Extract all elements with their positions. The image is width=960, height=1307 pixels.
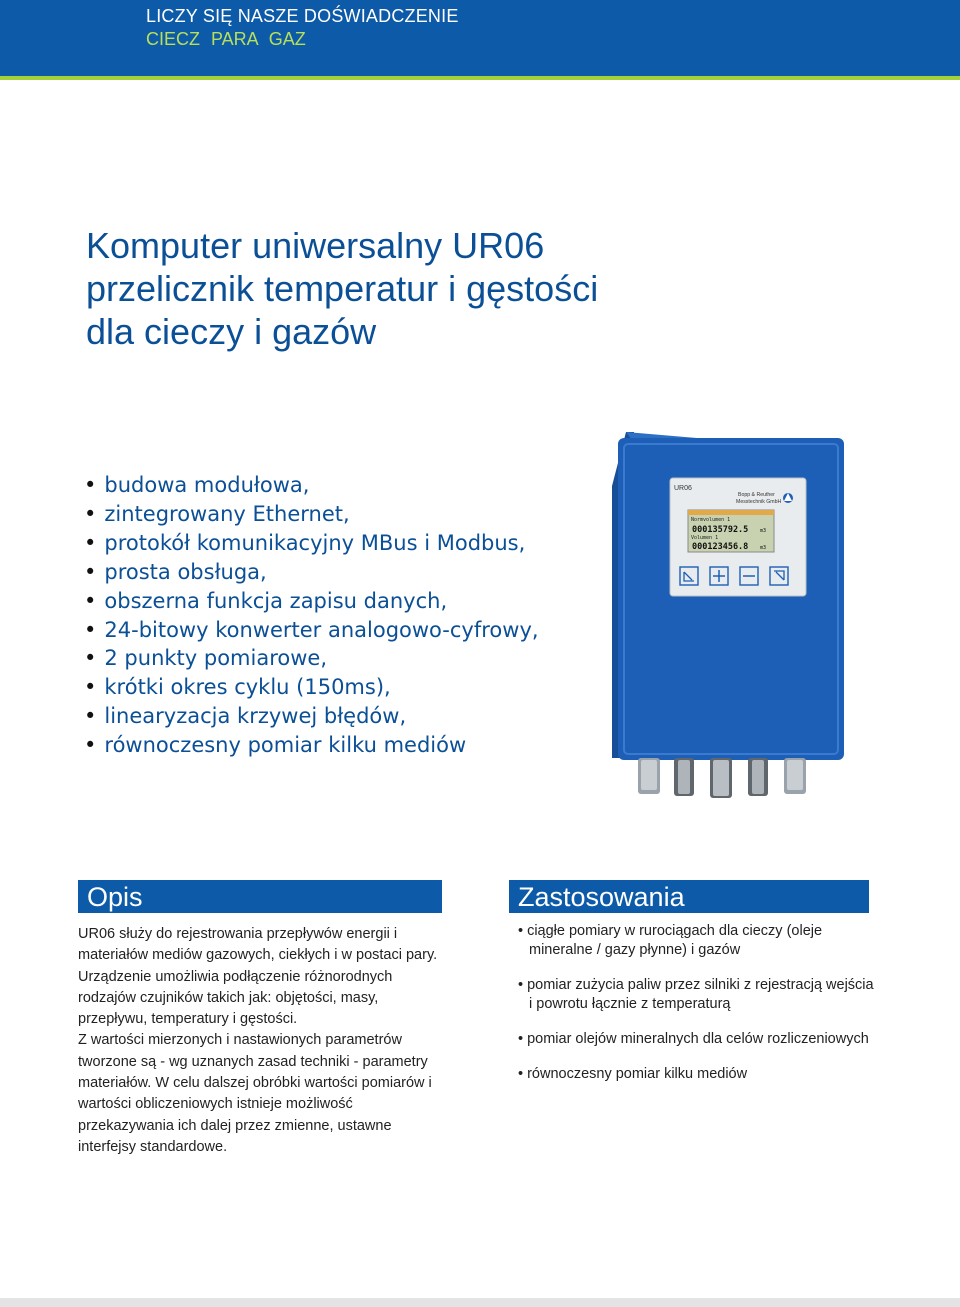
- header-slogan: LICZY SIĘ NASZE DOŚWIADCZENIE: [146, 6, 459, 26]
- header-accent-stripe: [0, 76, 960, 80]
- device-photo: [608, 428, 854, 808]
- cable-glands: [638, 758, 806, 798]
- device-brand-line2: Messtechnik GmbH: [736, 499, 782, 505]
- feature-item: • protokół komunikacyjny MBus i Modbus,: [84, 529, 539, 558]
- display-unit-2: m3: [760, 545, 767, 551]
- feature-list: [84, 471, 539, 760]
- description-text: [78, 924, 448, 1158]
- description-paragraph-1: UR06 służy do rejestrowania przepływów energii i materiałów mediów gazowych, ciekłych i w postaci pary. Urządzenie umożliwia podłączenie różnorodnych rodzajów czujników takich jak: objętości, masy, przepływu, temperatury i gęstości.: [78, 926, 438, 1028]
- header-media-types: CIECZ PARA GAZ: [146, 29, 306, 49]
- application-item: • ciągłe pomiary w rurociągach dla cieczy (oleje mineralne / gazy płynne) i gazów: [518, 922, 878, 960]
- title-line-2: przelicznik temperatur i gęstości: [86, 268, 599, 309]
- feature-item: • 2 punkty pomiarowe,: [84, 644, 539, 673]
- display-label-1: Normvolumen 1: [691, 517, 731, 523]
- title-line-3: dla cieczy i gazów: [86, 311, 377, 352]
- display-value-1: 000135792.5: [692, 525, 749, 535]
- feature-item: • zintegrowany Ethernet,: [84, 500, 539, 529]
- feature-item: • 24-bitowy konwerter analogowo-cyfrowy,: [84, 616, 539, 645]
- section-heading-zastosowania: Zastosowania: [509, 880, 869, 913]
- feature-item: • linearyzacja krzywej błędów,: [84, 702, 539, 731]
- application-item: • równoczesny pomiar kilku mediów: [518, 1065, 878, 1084]
- header-banner: [0, 0, 960, 76]
- display-label-2: Volumen 1: [691, 535, 719, 541]
- brand-logo-icon: [783, 493, 793, 503]
- applications-list: [518, 922, 878, 1100]
- device-brand-line1: Bopp & Reuther: [738, 492, 775, 498]
- page-title: [86, 224, 598, 353]
- application-item: • pomiar zużycia paliw przez silniki z rejestracją wejścia i powrotu łącznie z temperaturą: [518, 976, 878, 1014]
- title-line-1: Komputer uniwersalny UR06: [86, 225, 545, 266]
- feature-item: • prosta obsługa,: [84, 558, 539, 587]
- device-model-label: UR06: [674, 485, 692, 492]
- footer-stripe: [0, 1298, 960, 1307]
- feature-item: • równoczesny pomiar kilku mediów: [84, 731, 539, 760]
- display-value-2: 000123456.8: [692, 542, 749, 552]
- display-unit-1: m3: [760, 528, 767, 534]
- feature-item: • obszerna funkcja zapisu danych,: [84, 587, 539, 616]
- description-paragraph-2: Z wartości mierzonych i nastawionych parametrów tworzone są - wg uznanych zasad techniki - parametry materiałów. W celu dalszej obróbki wartości pomiarów i wartości obliczeniowych istnieje możliwość przekazywania ich dalej przez zmienne, ustawne interfejsy standardowe.: [78, 1032, 432, 1155]
- display-highlight-bar: [688, 510, 774, 515]
- application-item: • pomiar olejów mineralnych dla celów rozliczeniowych: [518, 1030, 878, 1049]
- feature-item: • budowa modułowa,: [84, 471, 539, 500]
- feature-item: • krótki okres cyklu (150ms),: [84, 673, 539, 702]
- section-heading-opis: Opis: [78, 880, 442, 913]
